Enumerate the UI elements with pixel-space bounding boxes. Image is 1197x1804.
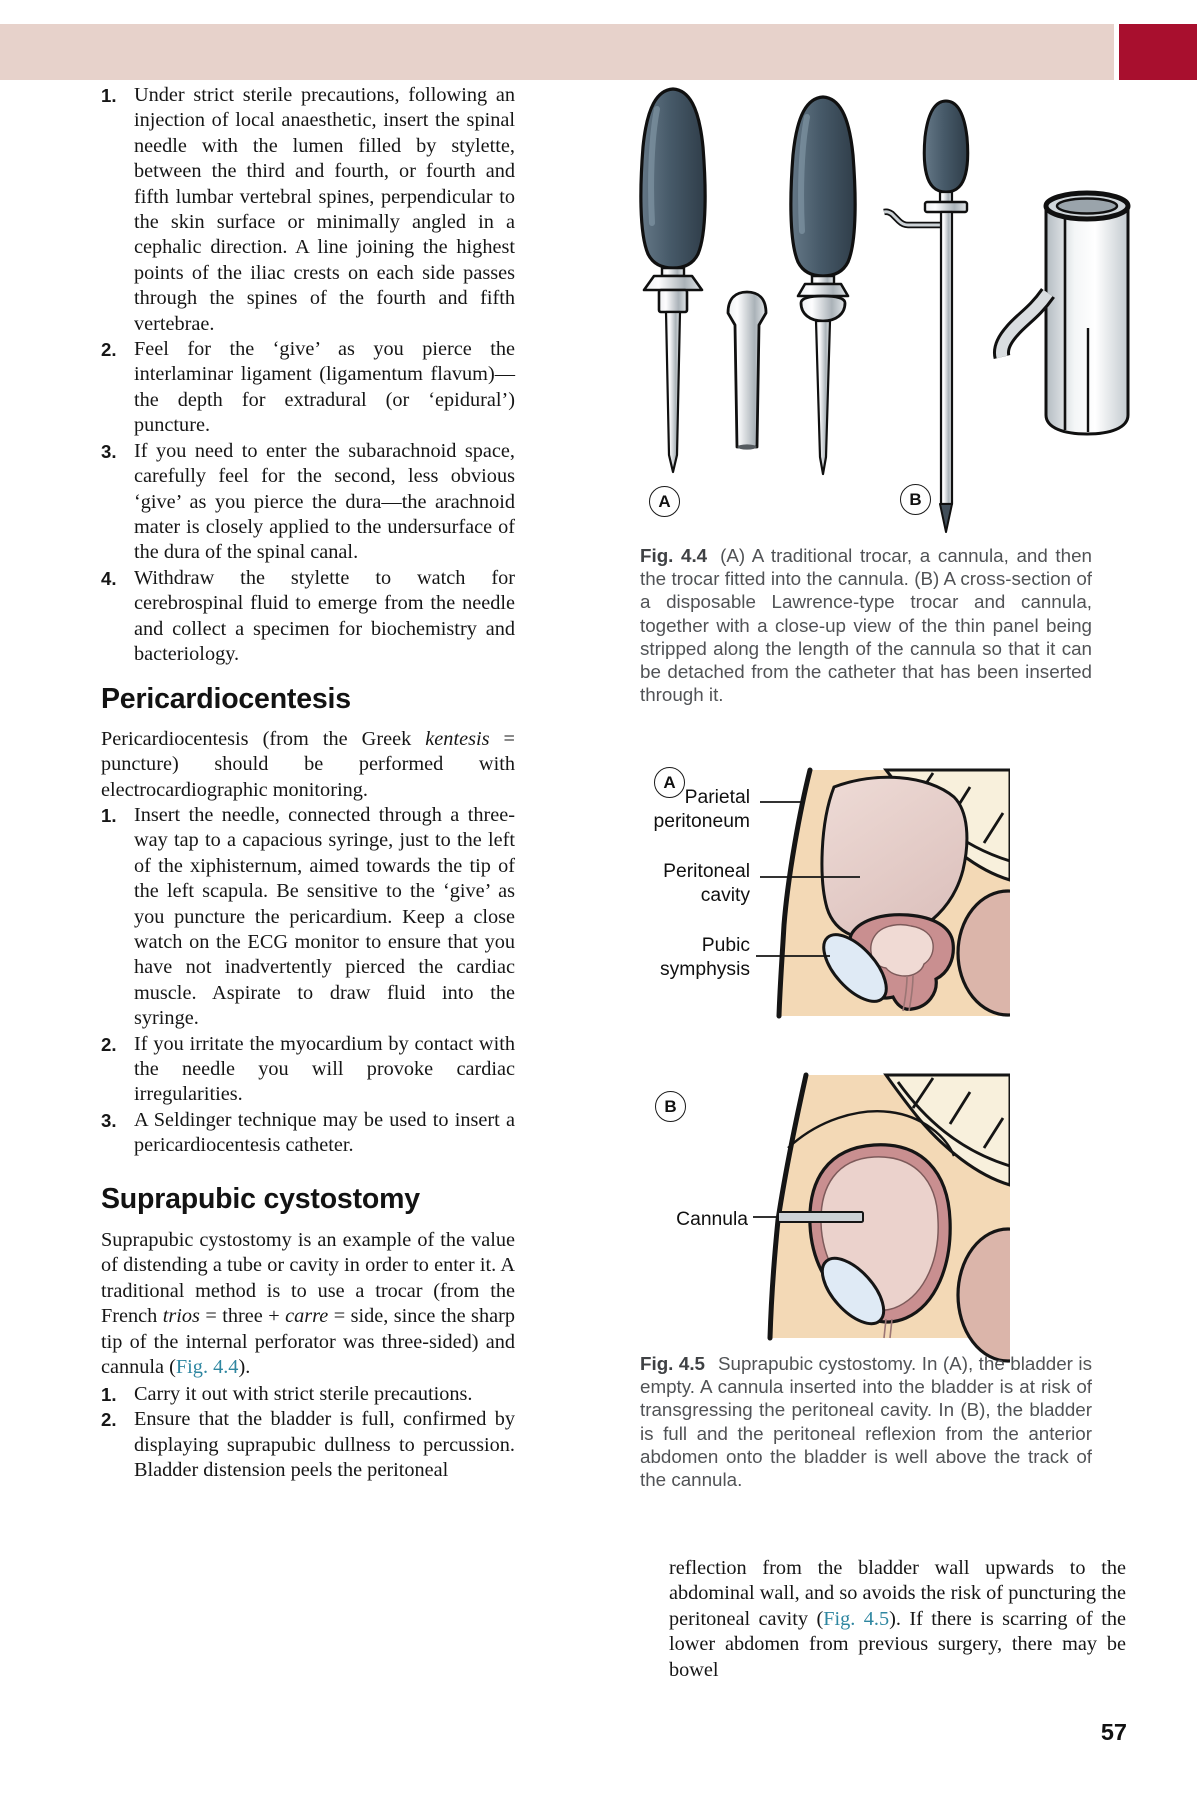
list-item-text: Ensure that the bladder is full, confirmed by displaying suprapubic dullness to percussion. Bladder distension peels the peritoneal — [134, 1408, 515, 1482]
label-cannula — [548, 1208, 748, 1232]
list-item-number: 1. — [101, 85, 117, 106]
label-line: Peritoneal — [663, 861, 750, 882]
list-item — [101, 1382, 515, 1407]
list-item-number: 4. — [101, 567, 117, 589]
suprapubic-intro: Suprapubic cystostomy is an example of the value of distending a tube or cavity in order to enter it. A traditional method is to use a trocar (from the French trios = three + carre = side, since the sharp tip of the internal perforator was three-sided) and cannula (Fig. 4.4). — [101, 1229, 515, 1379]
figure-4-4-illustration — [556, 85, 1146, 540]
suprapubic-list — [101, 1382, 515, 1484]
label-pubic-symphysis — [548, 934, 750, 981]
trocar-traditional — [641, 89, 705, 472]
list-item — [101, 803, 515, 1032]
label-line: cavity — [700, 884, 750, 906]
label-parietal-peritoneum — [548, 786, 750, 833]
list-item-number: 3. — [101, 440, 117, 462]
list-item-text: Under strict sterile precautions, following an injection of local anaesthetic, insert the spinal needle with the lumen filled by stylette, between the third and fourth, or fourth and fifth lumbar vertebral spines, perpendicular to the skin surface or minimally angled in a cephalic direction. A line joining the highest points of the iliac crests on each side passes through the spines of the fourth and fifth vertebrae. — [134, 84, 515, 335]
cannula — [728, 292, 766, 450]
list-item-text: Carry it out with strict sterile precautions. — [134, 1383, 473, 1405]
list-item-number: 3. — [101, 1109, 117, 1131]
list-item — [101, 439, 515, 566]
list-item-number: 1. — [101, 1384, 117, 1405]
figure-4-5-marker-a: A — [654, 767, 685, 798]
pericardiocentesis-intro: Pericardiocentesis (from the Greek kentesis = puncture) should be performed with electrocardiographic monitoring. — [101, 728, 515, 801]
list-item — [101, 1407, 515, 1483]
figure-4-4-marker-b: B — [900, 484, 931, 515]
list-item-number: 2. — [101, 1409, 117, 1431]
trocar-in-cannula — [791, 97, 855, 474]
cannula-closeup — [1001, 193, 1128, 434]
figure-4-4-marker-a: A — [649, 486, 680, 517]
section-heading-suprapubic-cystostomy: Suprapubic cystostomy — [101, 1183, 420, 1215]
continuation-paragraph: reflection from the bladder wall upwards to the abdominal wall, and so avoids the risk of puncturing the peritoneal cavity (Fig. 4.5). If there is scarring of the lower abdomen from previous surgery, there may be bowel — [669, 1557, 1126, 1681]
figure-4-5-caption — [640, 1352, 1092, 1491]
figure-4-4-caption — [640, 544, 1092, 706]
list-item — [101, 1108, 515, 1159]
lawrence-trocar — [884, 101, 968, 532]
page-number: 57 — [1100, 1719, 1127, 1745]
label-line: peritoneum — [653, 810, 750, 832]
list-item — [101, 566, 515, 668]
label-line: Pubic — [701, 935, 750, 956]
list-item-text: Insert the needle, connected through a three-way tap to a capacious syringe, just to the left of the xiphisternum, aimed towards the tip of the left scapula. Be sensitive to the ‘give’ as you puncture the pericardium. Keep a close watch on the ECG monitor to ensure that you have not inadvertently pierced the cardiac muscle. Aspirate to draw fluid into the syringe. — [134, 804, 515, 1030]
header-accent-block — [1119, 24, 1197, 80]
figure-4-4-caption-label: Fig. 4.4 — [640, 545, 708, 566]
list-item-text: Feel for the ‘give’ as you pierce the interlaminar ligament (ligamentum flavum)—the depth for extradural (or ‘epidural’) puncture. — [134, 338, 515, 437]
label-line: Parietal — [684, 787, 750, 808]
figure-4-5-marker-b: B — [655, 1091, 686, 1122]
list-item — [101, 337, 515, 439]
list-item-text: If you irritate the myocardium by contact with the needle you will provoke cardiac irregularities. — [134, 1032, 515, 1106]
list-item — [101, 1032, 515, 1108]
figure-4-5-caption-label: Fig. 4.5 — [640, 1353, 705, 1374]
list-item-number: 2. — [101, 1033, 117, 1055]
label-line: symphysis — [660, 958, 750, 980]
figure-4-4-caption-text: (A) A traditional trocar, a cannula, and then the trocar fitted into the cannula. (B) A cross-section of a disposable Lawrence-type trocar and cannula, together with a close-up view of the thin panel being stripped along the length of the cannula so that it can be detached from the catheter that has been inserted through it. — [640, 545, 1092, 706]
list-item-text: Withdraw the stylette to watch for cerebrospinal fluid to emerge from the needle and collect a specimen for biochemistry and bacteriology. — [134, 566, 515, 665]
list-item-text: A Seldinger technique may be used to insert a pericardiocentesis catheter. — [134, 1108, 515, 1157]
list-item-number: 2. — [101, 339, 117, 361]
list-item — [101, 83, 515, 337]
list-item-text: If you need to enter the subarachnoid space, carefully feel for the second, less obvious ‘give’ as you pierce the dura—the arachnoid mater is closely applied to the undersurface of the dura of the spinal canal. — [134, 439, 515, 564]
label-line: Cannula — [676, 1209, 748, 1230]
pericardiocentesis-list — [101, 803, 515, 1159]
lumbar-puncture-list — [101, 83, 515, 667]
figure-4-4 — [556, 85, 1146, 540]
header-band — [0, 24, 1114, 80]
section-heading-pericardiocentesis: Pericardiocentesis — [101, 683, 351, 715]
list-item-number: 1. — [101, 805, 117, 826]
figure-4-5-caption-text: Suprapubic cystostomy. In (A), the bladder is empty. A cannula inserted into the bladder is at risk of transgressing the peritoneal cavity. In (B), the bladder is full and the peritoneal reflexion from the anterior abdomen onto the bladder is well above the track of the cannula. — [640, 1353, 1092, 1491]
cannula-tube — [778, 1212, 863, 1222]
label-peritoneal-cavity — [548, 860, 750, 907]
